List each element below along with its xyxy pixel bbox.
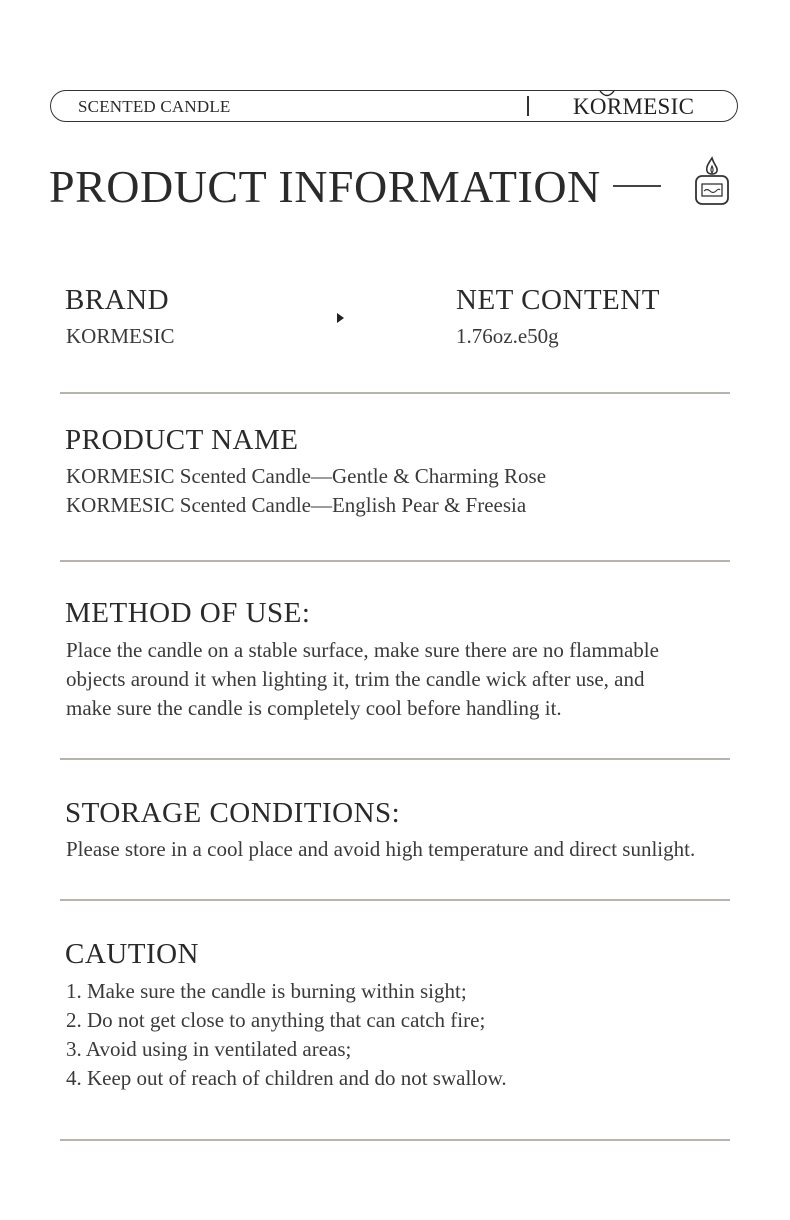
page-title: PRODUCT INFORMATION — [49, 161, 601, 212]
storage-text: Please store in a cool place and avoid high temperature and direct sunlight. — [66, 837, 696, 861]
play-arrow-icon — [337, 313, 344, 323]
caution-item: 4. Keep out of reach of children and do not swallow. — [66, 1066, 507, 1090]
storage-heading: STORAGE CONDITIONS: — [65, 797, 401, 829]
caution-item: 1. Make sure the candle is burning within sight; — [66, 979, 467, 1003]
method-of-use-line: objects around it when lighting it, trim the candle wick after use, and — [66, 667, 645, 691]
brand-heading: BRAND — [65, 284, 170, 316]
section-divider — [60, 560, 730, 562]
net-content-value: 1.76oz.e50g — [456, 324, 559, 348]
title-rule — [613, 185, 661, 187]
caution-heading: CAUTION — [65, 938, 199, 970]
section-divider — [60, 392, 730, 394]
method-of-use-line: make sure the candle is completely cool before handling it. — [66, 696, 562, 720]
category-label: SCENTED CANDLE — [78, 97, 231, 116]
leaf-icon — [599, 89, 615, 99]
product-name-heading: PRODUCT NAME — [65, 424, 299, 456]
caution-item: 2. Do not get close to anything that can catch fire; — [66, 1008, 486, 1032]
candle-icon — [692, 156, 732, 208]
method-of-use-line: Place the candle on a stable surface, make sure there are no flammable — [66, 638, 659, 662]
brand-logo: KORMESIC — [573, 94, 695, 119]
section-divider — [60, 899, 730, 901]
header-banner — [50, 90, 738, 122]
section-divider — [60, 1139, 730, 1141]
product-name-line: KORMESIC Scented Candle—Gentle & Charming Rose — [66, 464, 547, 488]
net-content-heading: NET CONTENT — [456, 284, 660, 316]
caution-item: 3. Avoid using in ventilated areas; — [66, 1037, 352, 1061]
brand-value: KORMESIC — [66, 324, 175, 348]
section-divider — [60, 758, 730, 760]
method-of-use-heading: METHOD OF USE: — [65, 597, 311, 629]
product-name-line: KORMESIC Scented Candle—English Pear & Freesia — [66, 493, 527, 517]
header-divider — [527, 96, 529, 116]
